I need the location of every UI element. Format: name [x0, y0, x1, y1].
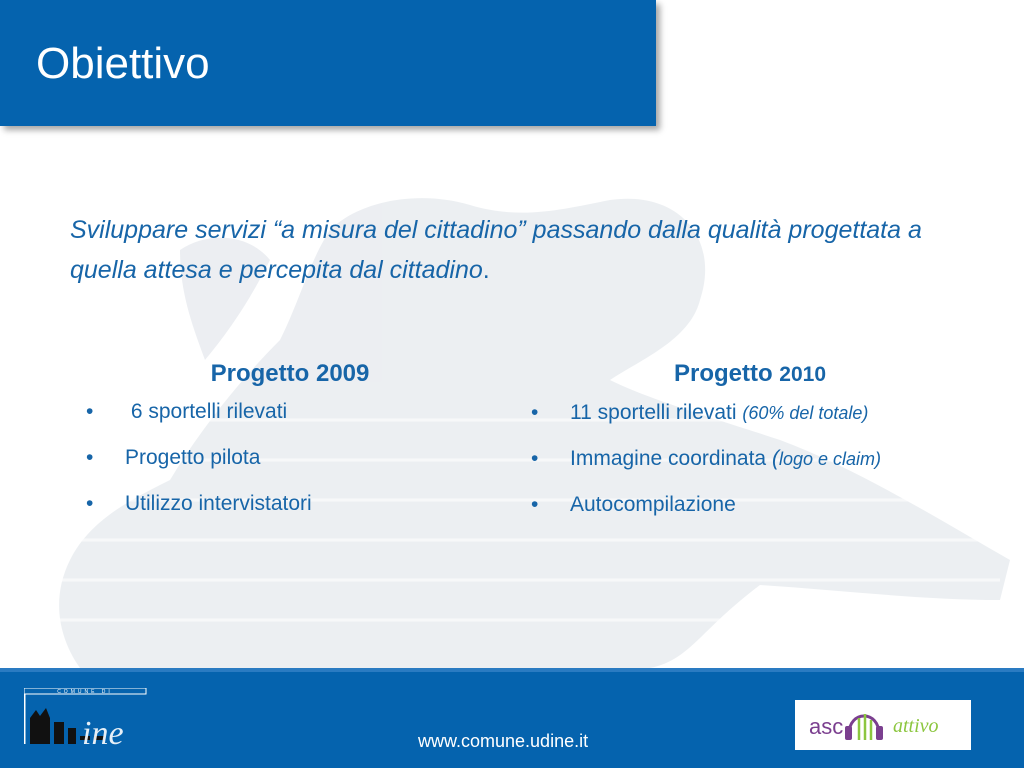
list-item — [525, 491, 995, 537]
project-2010-heading-word: Progetto — [673, 360, 780, 387]
project-2009-heading: Progetto 2009 — [210, 360, 370, 387]
project-2010-heading-year: 2010 — [779, 363, 827, 386]
svg-text:asc: asc — [809, 714, 844, 739]
svg-text:COMUNE DI: COMUNE DI — [57, 689, 113, 695]
list-item — [525, 399, 995, 445]
svg-text:attivo: attivo — [893, 715, 939, 737]
intro-statement — [70, 210, 970, 290]
project-2009-column — [80, 356, 500, 536]
intro-text: Sviluppare servizi “a misura del cittadino” passando dalla qualità progettata a quella attesa e percepita dal cittadino — [70, 216, 922, 284]
project-2009-list — [80, 398, 500, 536]
svg-text:ine: ine — [82, 715, 124, 752]
intro-period: . — [482, 256, 490, 284]
footer-divider — [0, 668, 1024, 672]
project-2010-heading — [525, 356, 975, 393]
project-2010-list — [525, 399, 995, 537]
list-item-note: logo e claim) — [778, 449, 881, 469]
list-item — [80, 490, 500, 536]
footer-bar — [0, 668, 1024, 768]
title-bar — [0, 0, 656, 126]
list-item — [525, 445, 995, 491]
list-item-text: 6 sportelli rilevati — [125, 400, 288, 423]
list-item-note-open: ( — [771, 447, 779, 470]
list-item — [80, 444, 500, 490]
list-item-text: Immagine coordinata — [570, 447, 772, 470]
comune-udine-logo — [24, 688, 154, 758]
list-item-text: Utilizzo intervistatori — [125, 492, 312, 515]
project-2010-column — [525, 356, 995, 537]
list-item-text: 11 sportelli rilevati — [570, 401, 743, 424]
slide-title: Obiettivo — [36, 39, 210, 88]
list-item-text: Autocompilazione — [570, 493, 736, 516]
list-item-note: (60% del totale) — [742, 403, 869, 423]
website-url[interactable]: www.comune.udine.it — [418, 731, 589, 751]
ascolto-attivo-logo — [795, 700, 971, 750]
list-item-text: Progetto pilota — [125, 446, 261, 469]
list-item — [80, 398, 500, 444]
